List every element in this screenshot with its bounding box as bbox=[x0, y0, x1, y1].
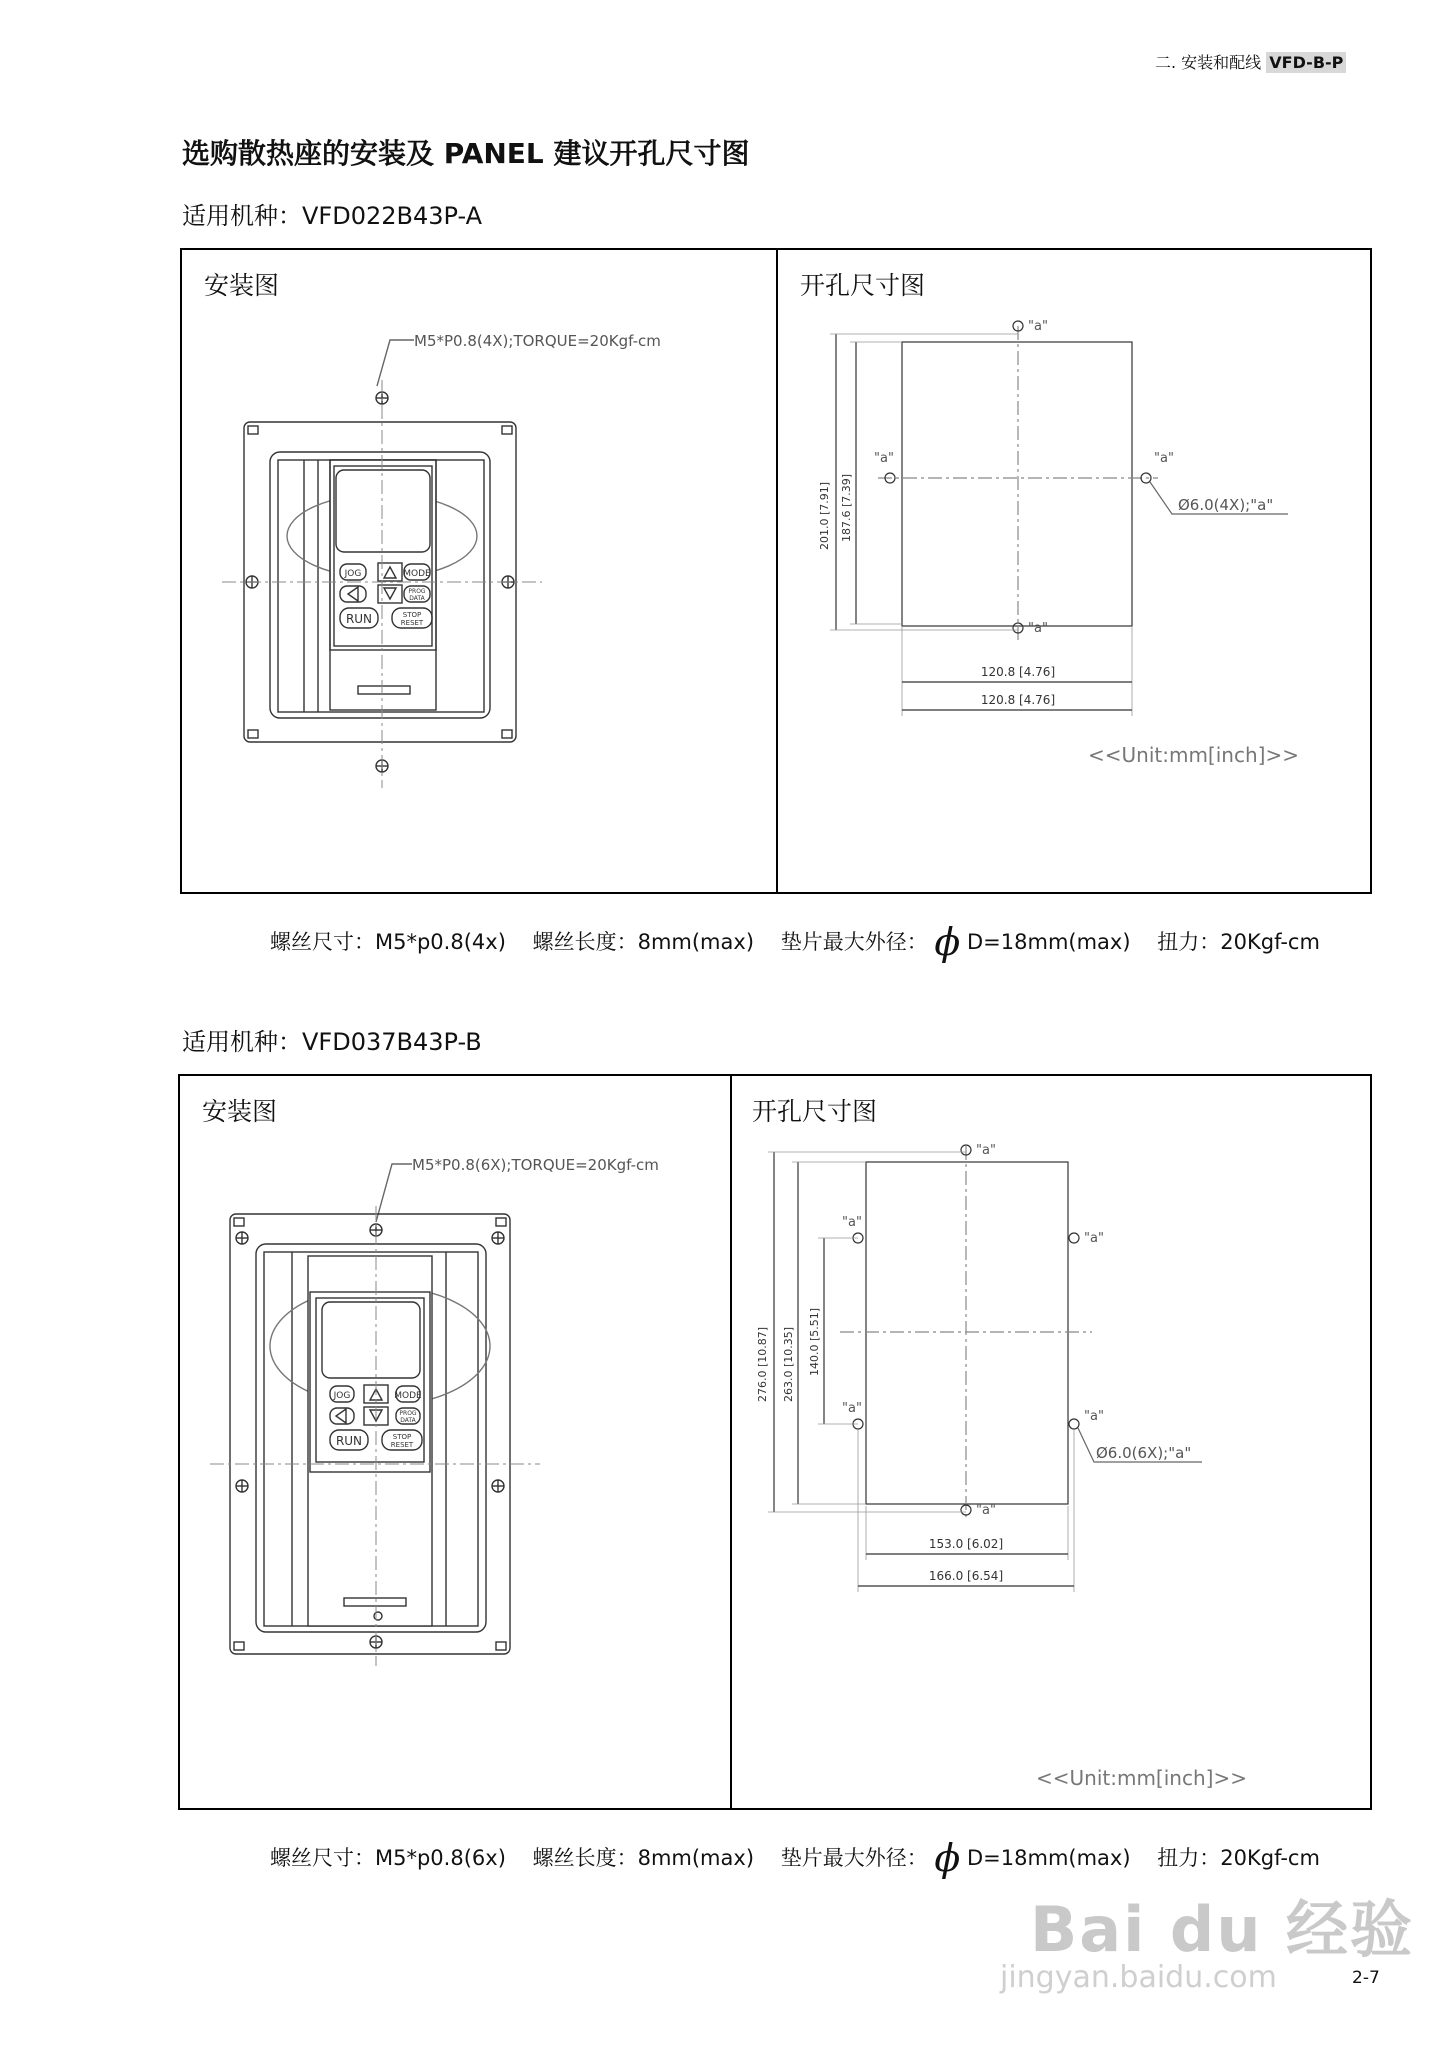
stop-key-1: STOP bbox=[402, 611, 422, 619]
hole-tag: "a" bbox=[1084, 1231, 1104, 1246]
install-label-2: 安装图 bbox=[202, 1097, 278, 1126]
hole-tag: "a" bbox=[1028, 319, 1048, 334]
header-model: VFD-B-P bbox=[1266, 52, 1346, 73]
page-number: 2-7 bbox=[1352, 1968, 1380, 1988]
spec-washer: 垫片最大外径： bbox=[780, 1846, 928, 1870]
phi-symbol: ϕ bbox=[934, 920, 961, 964]
dim-v-inner-2: 140.0 [5.51] bbox=[808, 1307, 821, 1376]
dim-v-inner-1: 187.6 [7.39] bbox=[840, 473, 853, 542]
spec-screw-size: 螺丝尺寸：M5*p0.8(6x) bbox=[270, 1846, 506, 1870]
cutout-label-1: 开孔尺寸图 bbox=[800, 271, 926, 300]
reset-key-1: RESET bbox=[400, 619, 424, 627]
dim-v-outer-1: 201.0 [7.91] bbox=[818, 481, 831, 550]
spec-washer-d: D=18mm(max) bbox=[967, 930, 1131, 954]
run-key-1: RUN bbox=[345, 612, 373, 626]
screw-note-1: M5*P0.8(4X);TORQUE=20Kgf-cm bbox=[414, 332, 661, 350]
hole-tag: "a" bbox=[874, 451, 894, 466]
jog-key-1: JOG bbox=[344, 569, 362, 579]
install-drawing-2 bbox=[180, 1146, 730, 1786]
prog-key-2: PROG bbox=[399, 1410, 417, 1417]
jog-key-2: JOG bbox=[333, 1391, 351, 1401]
figure-frame-2 bbox=[178, 1074, 1372, 1810]
unit-note-2: <<Unit:mm[inch]>> bbox=[1036, 1766, 1247, 1790]
stop-key-2: STOP bbox=[392, 1433, 412, 1441]
data-key-2: DATA bbox=[400, 1417, 416, 1424]
dim-h-inner-1: 120.8 [4.76] bbox=[980, 665, 1056, 679]
run-key-2: RUN bbox=[335, 1434, 363, 1448]
hole-tag: "a" bbox=[842, 1401, 862, 1416]
hole-note-2: Ø6.0(6X);"a" bbox=[1096, 1444, 1192, 1462]
spec-screw-size: 螺丝尺寸：M5*p0.8(4x) bbox=[270, 930, 506, 954]
hole-tag: "a" bbox=[842, 1215, 862, 1230]
cutout-drawing-1 bbox=[778, 310, 1370, 890]
screw-note-2: M5*P0.8(6X);TORQUE=20Kgf-cm bbox=[412, 1156, 659, 1174]
spec-torque: 扭力：20Kgf-cm bbox=[1157, 1846, 1320, 1870]
cutout-label-2: 开孔尺寸图 bbox=[752, 1097, 878, 1126]
dim-h-inner-2: 153.0 [6.02] bbox=[928, 1537, 1004, 1551]
spec-screw-length: 螺丝长度：8mm(max) bbox=[532, 1846, 755, 1870]
spec-washer-d: D=18mm(max) bbox=[967, 1846, 1131, 1870]
hole-tag: "a" bbox=[976, 1503, 996, 1518]
data-key-1: DATA bbox=[409, 595, 425, 602]
mode-key-2: MODE bbox=[394, 1391, 422, 1401]
hole-tag: "a" bbox=[1028, 621, 1048, 636]
cutout-drawing-2 bbox=[732, 1140, 1368, 1800]
unit-note-1: <<Unit:mm[inch]>> bbox=[1088, 743, 1299, 767]
prog-key-1: PROG bbox=[408, 588, 426, 595]
header-section: 二. 安装和配线 bbox=[1155, 53, 1262, 72]
dim-v-outer-2: 276.0 [10.87] bbox=[756, 1326, 769, 1402]
watermark-logo: Bai du 经验 bbox=[1030, 1893, 1415, 1966]
hole-tag: "a" bbox=[976, 1143, 996, 1158]
spec-line-1 bbox=[270, 920, 1320, 964]
spec-washer: 垫片最大外径： bbox=[780, 930, 928, 954]
mode-key-1: MODE bbox=[403, 569, 431, 579]
phi-symbol: ϕ bbox=[934, 1836, 961, 1880]
running-header bbox=[1155, 50, 1346, 73]
hole-tag: "a" bbox=[1154, 451, 1174, 466]
install-drawing-1 bbox=[182, 310, 776, 870]
spec-torque: 扭力：20Kgf-cm bbox=[1157, 930, 1320, 954]
spec-line-2 bbox=[270, 1836, 1320, 1880]
watermark-url: jingyan.baidu.com bbox=[1000, 1960, 1277, 1995]
reset-key-2: RESET bbox=[390, 1441, 414, 1449]
dim-h-outer-2: 166.0 [6.54] bbox=[928, 1569, 1004, 1583]
hole-tag: "a" bbox=[1084, 1409, 1104, 1424]
model-line-2: 适用机种：VFD037B43P-B bbox=[182, 1028, 482, 1056]
dim-v-mid-2: 263.0 [10.35] bbox=[782, 1326, 795, 1402]
dim-h-outer-1: 120.8 [4.76] bbox=[980, 693, 1056, 707]
install-label-1: 安装图 bbox=[204, 271, 280, 300]
spec-screw-length: 螺丝长度：8mm(max) bbox=[532, 930, 755, 954]
model-line-1: 适用机种：VFD022B43P-A bbox=[182, 202, 483, 230]
figure-frame-1 bbox=[180, 248, 1372, 894]
hole-note-1: Ø6.0(4X);"a" bbox=[1178, 496, 1274, 514]
page-title: 选购散热座的安装及 PANEL 建议开孔尺寸图 bbox=[182, 137, 750, 170]
